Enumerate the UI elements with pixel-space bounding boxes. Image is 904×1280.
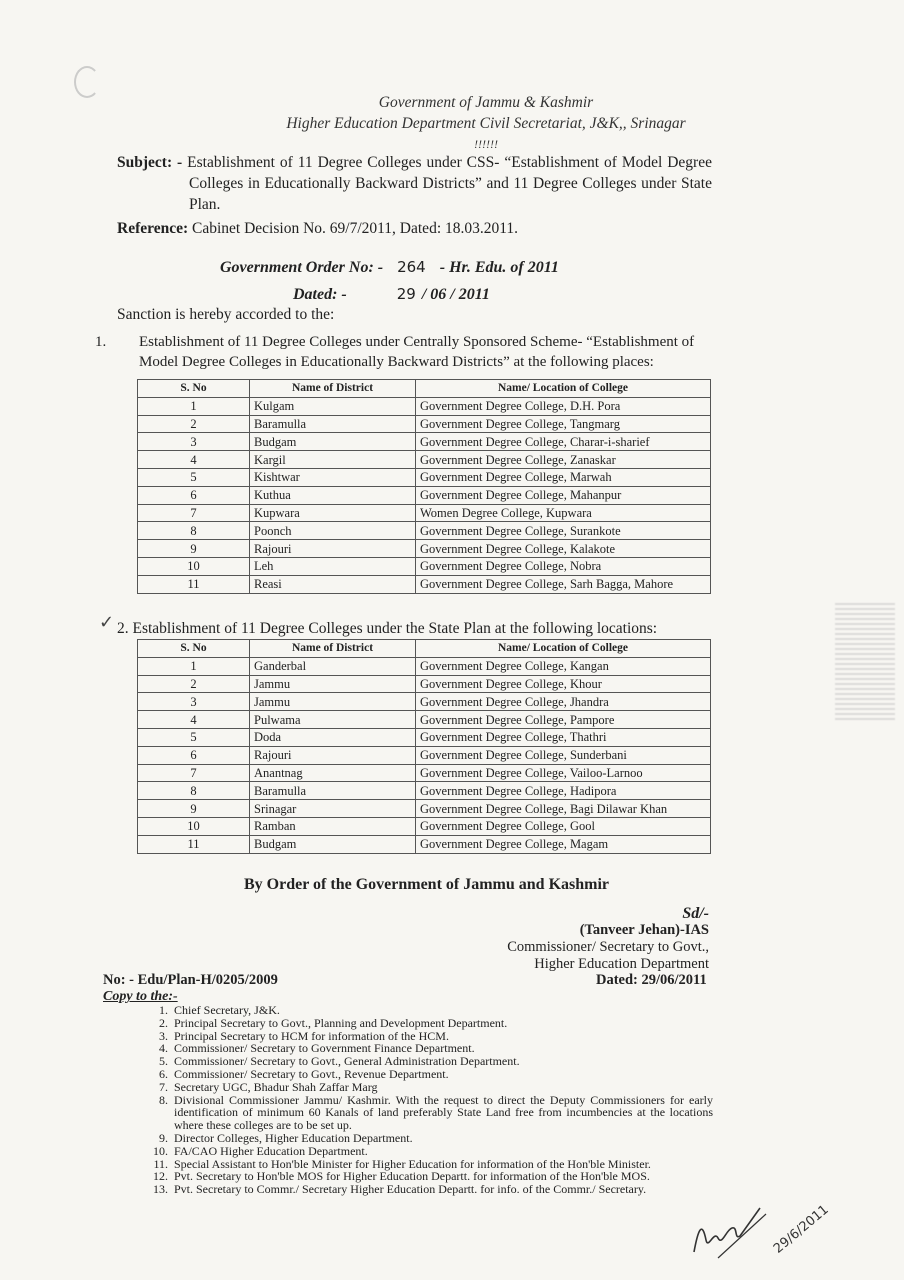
copy-item-text: Pvt. Secretary to Hon'ble MOS for Higher Education Departt. for information of the Hon'ble MOS. [174,1169,650,1184]
copy-item-number: 3. [159,1028,168,1043]
copy-item-text: Commissioner/ Secretary to Govt., General Administration Department. [174,1054,520,1069]
header-sno: S. No [138,380,250,398]
cell-college: Government Degree College, Mahanpur [416,486,711,504]
signatory-name: (Tanveer Jehan)-IAS [579,922,709,938]
cell-college: Government Degree College, Sarh Bagga, Mahore [416,575,711,593]
copy-item-number: 8. [159,1092,168,1107]
cell-college: Government Degree College, Pampore [416,711,711,729]
header-separator: !!!!!! [474,137,498,151]
table-row [138,415,711,433]
cell-sno: 11 [138,575,250,593]
cell-college: Government Degree College, Charar-i-sharief [416,433,711,451]
cell-sno: 5 [138,728,250,746]
cell-district: Kishtwar [250,468,416,486]
cell-sno: 8 [138,522,250,540]
cell-district: Rajouri [250,746,416,764]
cell-district: Budgam [250,433,416,451]
cell-college: Government Degree College, Gool [416,817,711,835]
copy-item-text: FA/CAO Higher Education Department. [174,1143,368,1158]
reference-text: Cabinet Decision No. 69/7/2011, Dated: 18.03.2011. [192,220,519,237]
cell-district: Rajouri [250,540,416,558]
table-row [138,835,711,853]
reference-number: No: - Edu/Plan-H/0205/2009 [103,972,278,988]
table-header-row [138,640,711,658]
table-css-colleges [137,379,711,594]
copy-item-number: 12. [153,1169,168,1184]
cell-sno: 3 [138,433,250,451]
subject-block [117,152,712,215]
scan-artifact [835,600,895,720]
order-number-handwritten: 264 [397,258,426,276]
copy-item-number: 7. [159,1079,168,1094]
table-row [138,728,711,746]
cell-college: Government Degree College, Magam [416,835,711,853]
copy-item-text: Principal Secretary to Govt., Planning and Development Department. [174,1015,508,1030]
cell-sno: 2 [138,675,250,693]
table-row [138,800,711,818]
table-row [138,657,711,675]
cell-sno: 2 [138,415,250,433]
cell-district: Leh [250,557,416,575]
cell-college: Government Degree College, Thathri [416,728,711,746]
copy-item-text: Secretary UGC, Bhadur Shah Zaffar Marg [174,1079,378,1094]
cell-college: Government Degree College, Surankote [416,522,711,540]
dated-label: Dated: - [293,286,347,303]
reference-label: Reference: [117,220,189,237]
cell-college: Government Degree College, Kangan [416,657,711,675]
cell-college: Government Degree College, Nobra [416,557,711,575]
table-row [138,764,711,782]
cell-college: Government Degree College, Tangmarg [416,415,711,433]
reference-block [117,220,518,238]
copy-list-item [148,1094,713,1132]
cell-district: Kargil [250,451,416,469]
table-row [138,693,711,711]
copy-item-number: 1. [159,1003,168,1017]
sanction-text: Sanction is hereby accorded to the: [117,306,335,323]
cell-district: Poonch [250,522,416,540]
dated-rest: / 06 / 2011 [421,286,490,303]
copy-item-text: Principal Secretary to HCM for information of the HCM. [174,1028,449,1043]
table-row [138,817,711,835]
order-prefix: Government Order No: - [220,259,384,276]
cell-sno: 9 [138,800,250,818]
header-district: Name of District [250,380,416,398]
table-row [138,575,711,593]
cell-sno: 7 [138,764,250,782]
cell-sno: 6 [138,746,250,764]
copy-item-text: Pvt. Secretary to Commr./ Secretary Higher Education Departt. for info. of the Commr./ Secretary. [174,1182,647,1197]
cell-college: Government Degree College, Bagi Dilawar Khan [416,800,711,818]
section-1 [95,332,712,372]
copy-item-number: 13. [153,1182,168,1197]
cell-sno: 7 [138,504,250,522]
copy-item-text: Commissioner/ Secretary to Government Finance Department. [174,1041,475,1056]
table-row [138,451,711,469]
table-state-plan-colleges [137,639,711,854]
copy-list-item [148,1183,713,1196]
dated-day-handwritten: 29 [396,285,416,303]
cell-sno: 5 [138,468,250,486]
cell-college: Government Degree College, Marwah [416,468,711,486]
cell-sno: 3 [138,693,250,711]
cell-sno: 10 [138,557,250,575]
cell-sno: 4 [138,711,250,729]
cell-college: Government Degree College, Vailoo-Larnoo [416,764,711,782]
header-college: Name/ Location of College [416,640,711,658]
signature-date: Dated: 29/06/2011 [596,972,707,988]
header-district: Name of District [250,640,416,658]
table-row [138,540,711,558]
signatory-block [507,905,709,973]
cell-district: Ganderbal [250,657,416,675]
cell-district: Budgam [250,835,416,853]
subject-label: Subject: - [117,154,183,171]
cell-sno: 9 [138,540,250,558]
cell-sno: 4 [138,451,250,469]
cell-district: Kupwara [250,504,416,522]
table-row [138,397,711,415]
table-row [138,557,711,575]
cell-college: Women Degree College, Kupwara [416,504,711,522]
cell-district: Jammu [250,675,416,693]
cell-district: Jammu [250,693,416,711]
cell-sno: 10 [138,817,250,835]
copy-item-text: Commissioner/ Secretary to Govt., Revenue Department. [174,1066,449,1081]
cell-district: Baramulla [250,782,416,800]
section-2-text: 2. Establishment of 11 Degree Colleges under the State Plan at the following locations: [117,620,658,637]
cell-college: Government Degree College, Kalakote [416,540,711,558]
cell-college: Government Degree College, Zanaskar [416,451,711,469]
table-row [138,522,711,540]
cell-district: Anantnag [250,764,416,782]
table-row [138,468,711,486]
cell-college: Government Degree College, Sunderbani [416,746,711,764]
copy-item-text: Special Assistant to Hon'ble Minister for Higher Education for information of the Hon'ble Minister. [174,1156,651,1171]
copy-item-number: 10. [153,1143,168,1158]
cell-college: Government Degree College, D.H. Pora [416,397,711,415]
header-sno: S. No [138,640,250,658]
table-header-row [138,380,711,398]
copy-item-number: 5. [159,1054,168,1069]
signatory-department: Higher Education Department [534,956,709,972]
cell-sno: 8 [138,782,250,800]
table-row [138,675,711,693]
order-suffix: - Hr. Edu. of 2011 [439,259,559,276]
cell-college: Government Degree College, Khour [416,675,711,693]
copy-item-number: 9. [159,1130,168,1145]
cell-sno: 1 [138,657,250,675]
copy-item-number: 4. [159,1041,168,1056]
cell-sno: 11 [138,835,250,853]
cell-college: Government Degree College, Jhandra [416,693,711,711]
cell-district: Baramulla [250,415,416,433]
cell-district: Doda [250,728,416,746]
order-date [293,285,490,304]
table-row [138,486,711,504]
copy-item-text: Director Colleges, Higher Education Department. [174,1130,413,1145]
check-mark-icon: ✓ [99,612,115,633]
header-college: Name/ Location of College [416,380,711,398]
cell-district: Pulwama [250,711,416,729]
section-1-number: 1. [95,334,107,350]
table-row [138,433,711,451]
cell-college: Government Degree College, Hadipora [416,782,711,800]
table-row [138,504,711,522]
section-1-text: Establishment of 11 Degree Colleges under Centrally Sponsored Scheme- “Establishment of Model Degree Colleges in Educationally Backward Districts” at the following places: [139,334,695,370]
cell-district: Srinagar [250,800,416,818]
table-row [138,782,711,800]
copy-item-text: Divisional Commissioner Jammu/ Kashmir. With the request to direct the Deputy Commissioners for early identification of minimum 60 Kanals of land preferably State Land free from incumbencies at the locations where these colleges are to be set up. [174,1092,713,1133]
table-row [138,711,711,729]
handwritten-date: 29/6/2011 [770,1202,832,1257]
signatory-title: Commissioner/ Secretary to Govt., [507,939,709,955]
copy-item-number: 2. [159,1015,168,1030]
table-row [138,746,711,764]
signatory-sd: Sd/- [682,905,709,922]
order-number [220,258,559,277]
copy-list [148,1004,713,1196]
cell-district: Kuthua [250,486,416,504]
copy-to-label: Copy to the:- [103,989,178,1004]
handwritten-signature-icon [688,1200,768,1260]
cell-sno: 6 [138,486,250,504]
cell-sno: 1 [138,397,250,415]
copy-item-text: Chief Secretary, J&K. [174,1003,280,1017]
header-government: Government of Jammu & Kashmir [378,94,594,111]
cell-district: Kulgam [250,397,416,415]
cell-district: Ramban [250,817,416,835]
header-department: Higher Education Department Civil Secretariat, J&K,, Srinagar [286,115,686,132]
subject-text: Establishment of 11 Degree Colleges under CSS- “Establishment of Model Degree Colleges in Educationally Backward Districts” and 11 Degree Colleges under State Plan. [187,154,712,213]
by-order-line: By Order of the Government of Jammu and Kashmir [244,876,610,893]
copy-item-number: 11. [153,1156,168,1171]
copy-item-number: 6. [159,1066,168,1081]
cell-district: Reasi [250,575,416,593]
